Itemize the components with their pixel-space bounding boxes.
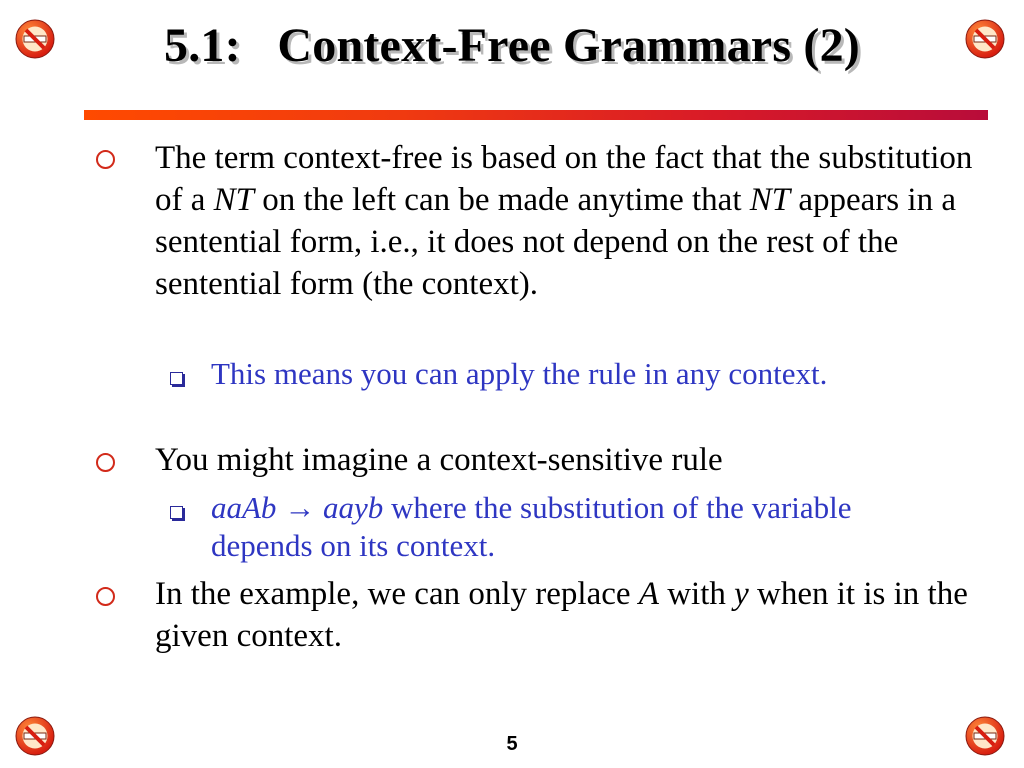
- slide-title: 5.1: Context-Free Grammars (2): [164, 19, 860, 72]
- bullet-marker: [96, 587, 115, 606]
- bullet-marker: [96, 453, 115, 472]
- bullet-text: You might imagine a context-sensitive rule: [155, 442, 723, 478]
- page-number: 5: [506, 733, 518, 755]
- title-divider: [84, 110, 988, 120]
- sub-bullet-marker: [170, 506, 183, 519]
- bullet-text: In the example, we can only replace A with y when it is in the given context.: [155, 576, 968, 654]
- sub-bullet-text: This means you can apply the rule in any context.: [211, 356, 828, 391]
- bullet-marker: [96, 150, 115, 169]
- sub-bullet-text: aaAb → aayb where the substitution of the variable depends on its context.: [211, 490, 852, 563]
- bullet-text: The term context-free is based on the fact that the substitution of a NT on the left can be made anytime that NT appears in a sentential form, i.e., it does not depend on the rest of the sentential form (the context).: [155, 140, 973, 302]
- sub-bullet-marker: [170, 372, 183, 385]
